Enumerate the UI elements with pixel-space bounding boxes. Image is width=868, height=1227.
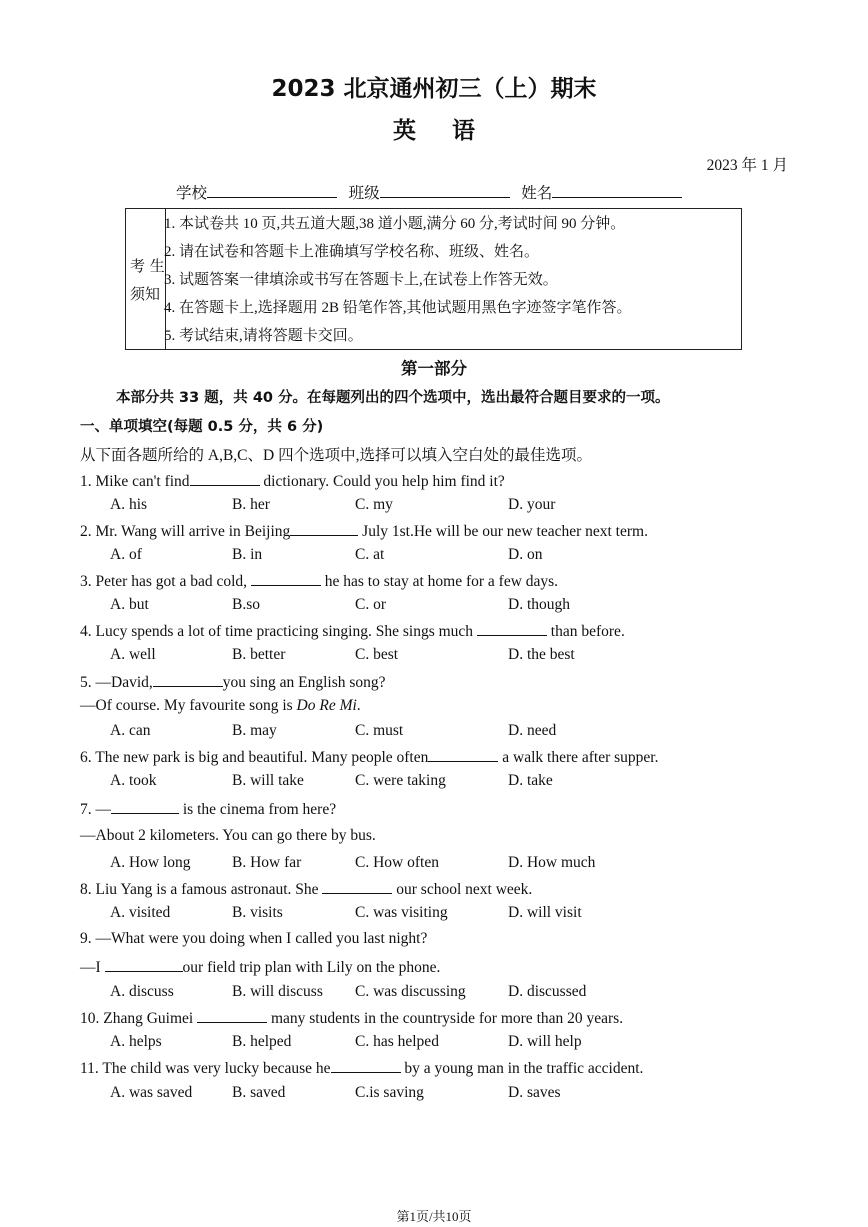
option-b[interactable]: B. visits [232, 904, 283, 921]
student-info-line [176, 181, 682, 203]
page-number: 第1页/共10页 [396, 1209, 472, 1224]
notice-label-line2: 须知 [130, 285, 161, 303]
exam-title: 2023 北京通州初三（上）期末 [271, 76, 597, 102]
option-c[interactable]: C. or [355, 596, 386, 613]
question-4: 4. Lucy spends a lot of time practicing singing. She sings much than before. [80, 623, 625, 640]
option-a[interactable]: A. How long [110, 854, 191, 871]
question-10: 10. Zhang Guimei many students in the countryside for more than 20 years. [80, 1010, 624, 1027]
option-c[interactable]: C. was visiting [355, 904, 448, 921]
question-11: 11. The child was very lucky because he by a young man in the traffic accident. [80, 1060, 644, 1077]
option-b[interactable]: B. helped [232, 1033, 292, 1050]
option-a[interactable]: A. can [110, 722, 151, 739]
school-field[interactable] [207, 183, 337, 198]
option-d[interactable]: D. take [508, 772, 553, 789]
class-field[interactable] [380, 183, 510, 198]
option-b[interactable]: B. in [232, 546, 263, 563]
question-3: 3. Peter has got a bad cold, he has to stay at home for a few days. [80, 573, 559, 590]
question-5-reply: —Of course. My favourite song is Do Re Mi. [80, 697, 361, 714]
answer-blank[interactable] [111, 799, 179, 814]
part-intro: 本部分共 33 题，共 40 分。在每题列出的四个选项中，选出最符合题目要求的一项。 [116, 390, 670, 406]
option-d[interactable]: D. will visit [508, 904, 582, 921]
option-a[interactable]: A. well [110, 646, 156, 663]
option-b[interactable]: B. better [232, 646, 286, 663]
option-d[interactable]: D. on [508, 546, 543, 563]
part-title: 第一部分 [401, 359, 467, 378]
answer-blank[interactable] [105, 957, 183, 972]
option-b[interactable]: B.so [232, 596, 260, 613]
option-a[interactable]: A. visited [110, 904, 171, 921]
option-a[interactable]: A. took [110, 772, 157, 789]
option-c[interactable]: C. at [355, 546, 385, 563]
option-d[interactable]: D. the best [508, 646, 575, 663]
option-d[interactable]: D. though [508, 596, 570, 613]
question-7-reply: —About 2 kilometers. You can go there by bus. [80, 827, 376, 844]
option-b[interactable]: B. will discuss [232, 983, 323, 1000]
option-c[interactable]: C. How often [355, 854, 439, 871]
notice-label-line1: 考 生 [130, 257, 165, 275]
answer-blank[interactable] [290, 521, 358, 536]
option-a[interactable]: A. of [110, 546, 142, 563]
option-c[interactable]: C. has helped [355, 1033, 439, 1050]
option-b[interactable]: B. her [232, 496, 270, 513]
option-c[interactable]: C. my [355, 496, 393, 513]
option-a[interactable]: A. helps [110, 1033, 162, 1050]
question-1: 1. Mike can't find dictionary. Could you help him find it? [80, 473, 505, 490]
option-a[interactable]: A. was saved [110, 1084, 193, 1101]
notice-label [126, 209, 166, 349]
subject-title: 英语 [393, 118, 511, 144]
section-title: 一、单项填空(每题 0.5 分，共 6 分) [80, 419, 324, 435]
name-label: 姓名 [521, 185, 553, 202]
answer-blank[interactable] [153, 672, 223, 687]
exam-date: 2023 年 1 月 [706, 157, 788, 174]
notice-item: 4. 在答题卡上,选择题用 2B 铅笔作答,其他试题用黑色字迹签字笔作答。 [164, 300, 632, 316]
question-2: 2. Mr. Wang will arrive in Beijing July 1st.He will be our new teacher next term. [80, 523, 648, 540]
option-a[interactable]: A. discuss [110, 983, 174, 1000]
class-label: 班级 [348, 185, 380, 202]
question-6: 6. The new park is big and beautiful. Many people often a walk there after supper. [80, 749, 659, 766]
option-d[interactable]: D. your [508, 496, 556, 513]
section-instruction: 从下面各题所给的 A,B,C、D 四个选项中,选择可以填入空白处的最佳选项。 [80, 447, 592, 464]
option-b[interactable]: B. saved [232, 1084, 286, 1101]
song-title: Do Re Mi [296, 697, 357, 714]
option-d[interactable]: D. How much [508, 854, 596, 871]
answer-blank[interactable] [190, 471, 260, 486]
answer-blank[interactable] [322, 879, 392, 894]
answer-blank[interactable] [428, 747, 498, 762]
option-d[interactable]: D. need [508, 722, 557, 739]
option-c[interactable]: C. were taking [355, 772, 446, 789]
question-9-reply: —I our field trip plan with Lily on the phone. [80, 959, 441, 976]
answer-blank[interactable] [197, 1008, 267, 1023]
option-d[interactable]: D. discussed [508, 983, 587, 1000]
option-c[interactable]: C. best [355, 646, 399, 663]
option-c[interactable]: C. was discussing [355, 983, 466, 1000]
answer-blank[interactable] [477, 621, 547, 636]
notice-item: 5. 考试结束,请将答题卡交回。 [164, 328, 363, 344]
option-c[interactable]: C.is saving [355, 1084, 424, 1101]
answer-blank[interactable] [331, 1058, 401, 1073]
answer-blank[interactable] [251, 571, 321, 586]
notice-item: 1. 本试卷共 10 页,共五道大题,38 道小题,满分 60 分,考试时间 90 分钟。 [164, 216, 626, 232]
school-label: 学校 [176, 185, 208, 202]
option-a[interactable]: A. his [110, 496, 148, 513]
question-9: 9. —What were you doing when I called you last night? [80, 930, 428, 947]
question-5: 5. —David, you sing an English song? [80, 674, 386, 691]
option-c[interactable]: C. must [355, 722, 404, 739]
option-b[interactable]: B. may [232, 722, 277, 739]
option-b[interactable]: B. How far [232, 854, 302, 871]
question-7: 7. — is the cinema from here? [80, 801, 337, 818]
option-b[interactable]: B. will take [232, 772, 304, 789]
notice-item: 2. 请在试卷和答题卡上准确填写学校名称、班级、姓名。 [164, 244, 540, 260]
notice-item: 3. 试题答案一律填涂或书写在答题卡上,在试卷上作答无效。 [164, 272, 558, 288]
option-d[interactable]: D. saves [508, 1084, 561, 1101]
question-8: 8. Liu Yang is a famous astronaut. She our school next week. [80, 881, 533, 898]
option-d[interactable]: D. will help [508, 1033, 582, 1050]
exam-notice-box [125, 208, 742, 350]
option-a[interactable]: A. but [110, 596, 149, 613]
name-field[interactable] [552, 183, 682, 198]
